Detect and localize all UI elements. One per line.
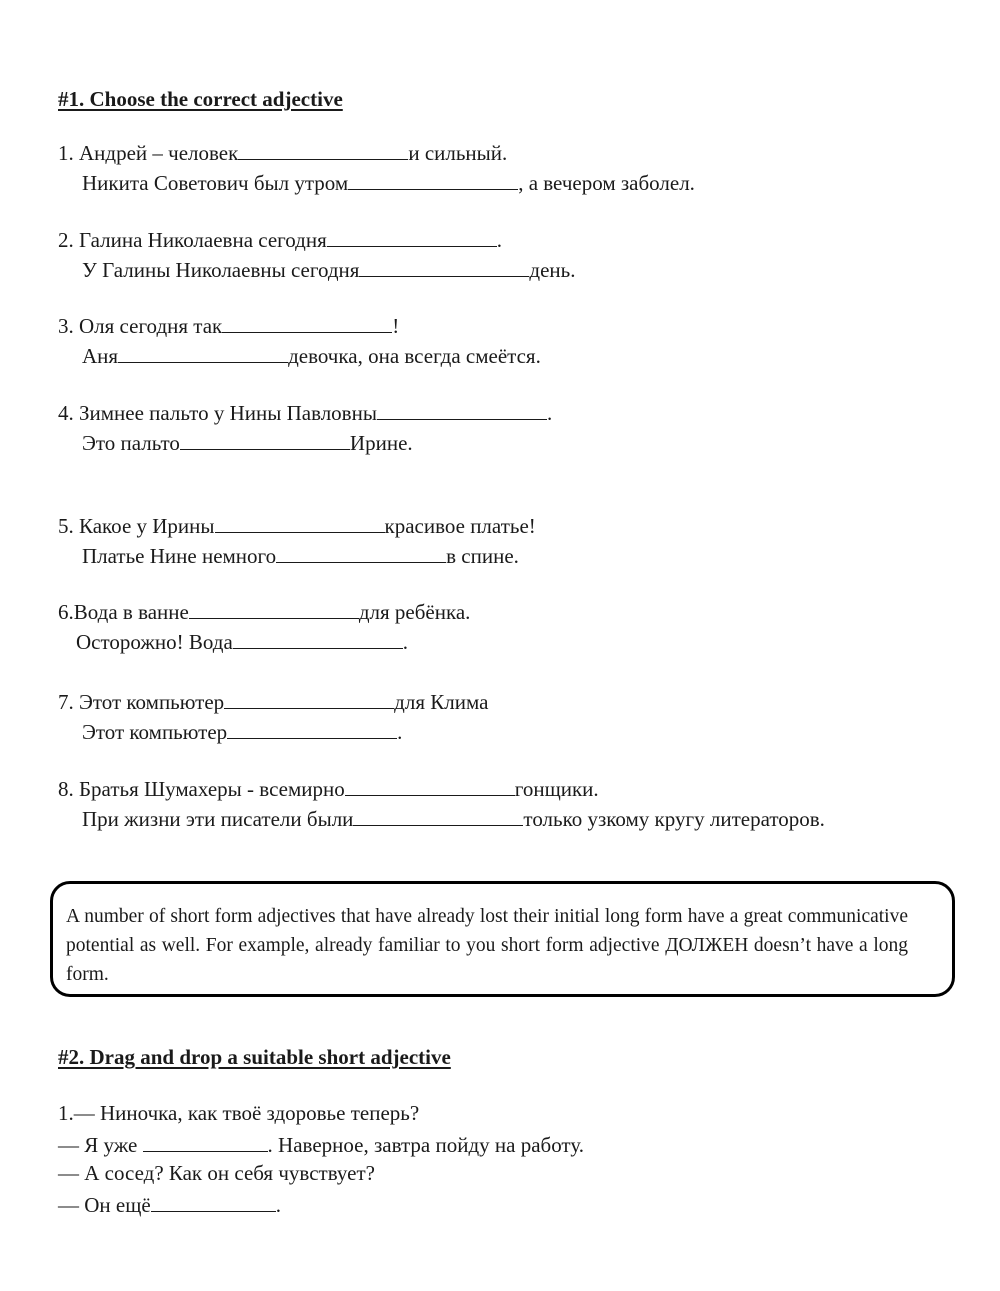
sentence-text: 1. Андрей – человек <box>58 141 239 165</box>
dialogue-text: . Наверное, завтра пойду на работу. <box>267 1133 584 1157</box>
sentence-text: У Галины Николаевны сегодня <box>82 258 360 282</box>
sentence-text: . <box>402 630 409 654</box>
dialogue-text: — Я уже <box>58 1133 143 1157</box>
sentence-text: 8. Братья Шумахеры - всемирно <box>58 777 345 801</box>
answer-blank[interactable] <box>224 690 394 709</box>
answer-blank[interactable] <box>222 314 392 333</box>
sentence-text: день. <box>529 258 576 282</box>
exercise-4b <box>82 431 413 454</box>
info-box <box>50 881 955 997</box>
sentence-text: Платье Нине немного <box>82 544 277 568</box>
answer-blank[interactable] <box>345 777 515 796</box>
sentence-text: гонщики. <box>514 777 599 801</box>
section-1-title: #1. Choose the correct adjective <box>58 87 343 111</box>
exercise-1a <box>58 141 507 164</box>
exercise-5a <box>58 514 536 537</box>
answer-blank[interactable] <box>359 258 529 277</box>
dialogue-line-4 <box>58 1193 281 1216</box>
sentence-text: Ирине. <box>349 431 413 455</box>
sentence-text: 6.Вода в ванне <box>58 600 189 624</box>
answer-blank[interactable] <box>377 401 547 420</box>
info-text: A number of short form adjectives that have already lost their initial long form have a great communicative potential as well. For example, already familiar to you short form adjective ДОЛЖЕН doesn’t have a long form. <box>66 906 908 985</box>
exercise-1b <box>82 171 695 194</box>
dialogue-text: — А сосед? Как он себя чувствует? <box>58 1161 375 1185</box>
exercise-5b <box>82 544 519 567</box>
sentence-text: 7. Этот компьютер <box>58 690 225 714</box>
exercise-3a <box>58 314 399 337</box>
exercise-6a <box>58 600 470 623</box>
answer-blank[interactable] <box>238 141 408 160</box>
sentence-text: ! <box>392 314 400 338</box>
sentence-text: 4. Зимнее пальто у Нины Павловны <box>58 401 377 425</box>
answer-blank[interactable] <box>233 630 403 649</box>
answer-blank[interactable] <box>118 344 288 363</box>
sentence-text: Аня <box>82 344 119 368</box>
exercise-2a <box>58 228 502 251</box>
sentence-text: в спине. <box>446 544 519 568</box>
dialogue-line-2 <box>58 1133 584 1156</box>
sentence-text: и сильный. <box>408 141 508 165</box>
answer-blank[interactable] <box>353 807 523 826</box>
exercise-3b <box>82 344 541 367</box>
sentence-text: При жизни эти писатели были <box>82 807 354 831</box>
sentence-text: только узкому кругу литераторов. <box>523 807 825 831</box>
sentence-text: Это пальто <box>82 431 180 455</box>
sentence-text: красивое платье! <box>384 514 536 538</box>
sentence-text: 2. Галина Николаевна сегодня <box>58 228 327 252</box>
sentence-text: девочка, она всегда смеётся. <box>288 344 541 368</box>
sentence-text: . <box>496 228 502 252</box>
answer-blank[interactable] <box>348 171 518 190</box>
section-2-title: #2. Drag and drop a suitable short adjective <box>58 1045 451 1069</box>
answer-blank[interactable] <box>180 431 350 450</box>
exercise-8a <box>58 777 599 800</box>
answer-blank[interactable] <box>227 720 397 739</box>
dialogue-text: — Он ещё <box>58 1193 151 1217</box>
drop-target-blank[interactable] <box>143 1133 268 1152</box>
exercise-7b <box>82 720 402 743</box>
sentence-text: для Клима <box>394 690 489 714</box>
dialogue-text: 1.— Ниночка, как твоё здоровье теперь? <box>58 1101 420 1125</box>
exercise-4a <box>58 401 552 424</box>
sentence-text: 5. Какое у Ирины <box>58 514 215 538</box>
sentence-text: . <box>546 401 553 425</box>
sentence-text: Никита Советович был утром <box>82 171 349 195</box>
sentence-text: 3. Оля сегодня так <box>58 314 223 338</box>
exercise-6b <box>76 630 408 653</box>
exercise-8b <box>82 807 825 830</box>
dialogue-line-1 <box>58 1103 419 1124</box>
drop-target-blank[interactable] <box>151 1193 276 1212</box>
answer-blank[interactable] <box>189 600 359 619</box>
exercise-7a <box>58 690 488 713</box>
sentence-text: для ребёнка. <box>358 600 471 624</box>
answer-blank[interactable] <box>215 514 385 533</box>
dialogue-line-3 <box>58 1163 375 1184</box>
sentence-text: . <box>397 720 403 744</box>
exercise-2b <box>82 258 576 281</box>
sentence-text: Осторожно! Вода <box>76 630 233 654</box>
answer-blank[interactable] <box>276 544 446 563</box>
answer-blank[interactable] <box>327 228 497 247</box>
dialogue-text: . <box>275 1193 281 1217</box>
sentence-text: Этот компьютер <box>82 720 228 744</box>
sentence-text: , а вечером заболел. <box>518 171 695 195</box>
